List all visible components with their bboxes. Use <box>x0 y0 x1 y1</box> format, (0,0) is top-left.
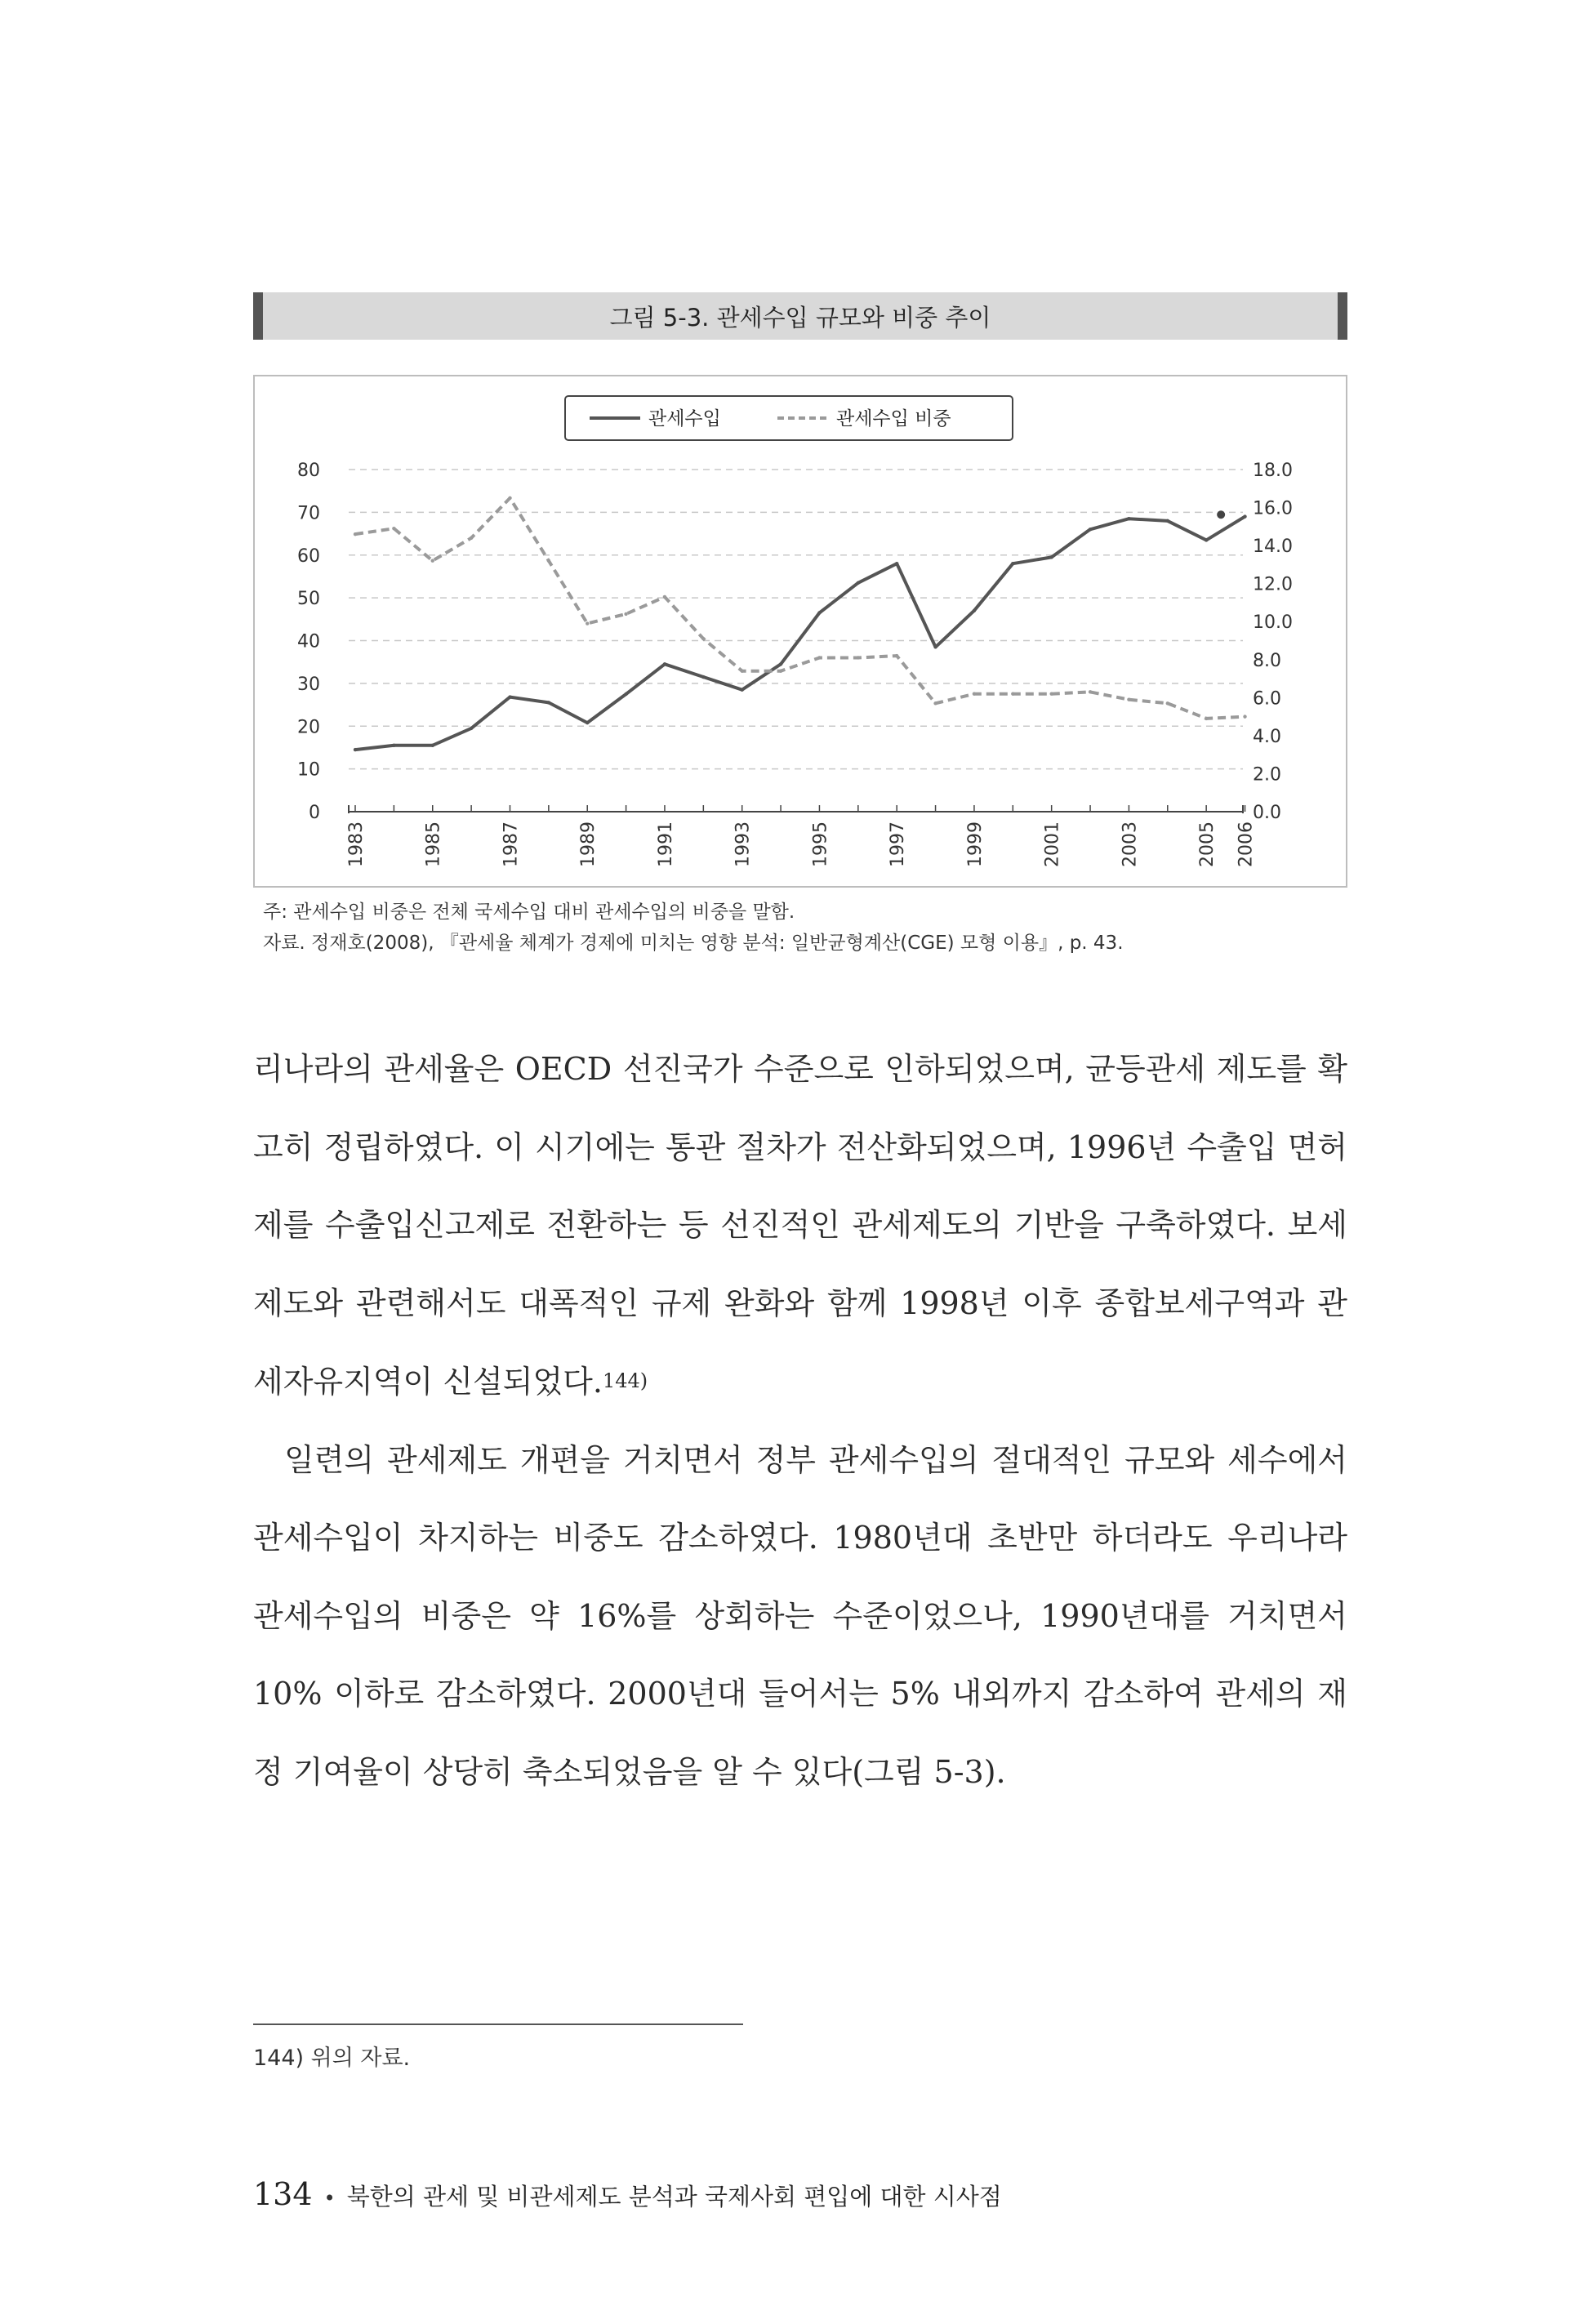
data-point <box>1205 717 1208 720</box>
chart-container <box>253 375 1347 888</box>
data-point <box>547 559 550 563</box>
footnote: 144) 위의 자료. <box>253 2046 411 2071</box>
footnote-reference[interactable]: 144) <box>602 1369 648 1392</box>
x-axis-tick-label: 1997 <box>888 821 909 867</box>
data-point <box>741 670 744 673</box>
right-axis-tick-label: 6.0 <box>1253 688 1281 710</box>
right-axis-tick-label: 4.0 <box>1253 726 1281 747</box>
left-axis-tick-label: 30 <box>297 674 320 695</box>
right-axis-tick-label: 8.0 <box>1253 650 1281 671</box>
data-point <box>624 612 627 616</box>
data-point <box>470 727 473 730</box>
data-point <box>1011 692 1014 695</box>
legend-label-share: 관세수입 비중 <box>836 408 951 430</box>
data-point <box>508 695 511 698</box>
page-number: 134 <box>253 2176 313 2212</box>
data-point <box>933 701 937 705</box>
figure-note: 주: 관세수입 비중은 전체 국세수입 대비 관세수입의 비중을 말함. <box>263 902 795 923</box>
footer-title: 북한의 관세 및 비관세제도 분석과 국제사회 편입에 대한 시사점 <box>346 2183 1002 2210</box>
x-axis-tick-label: 2006 <box>1236 821 1257 867</box>
data-point <box>701 637 705 640</box>
series-line-share <box>355 498 1245 719</box>
footer-separator: • <box>323 2187 336 2210</box>
right-axis-tick-label: 16.0 <box>1253 498 1293 519</box>
x-axis-tick-label: 1987 <box>501 821 522 867</box>
footnote-divider <box>253 2023 743 2025</box>
right-axis-tick-label: 0.0 <box>1253 803 1281 823</box>
data-point <box>663 662 666 666</box>
data-point <box>354 532 357 536</box>
data-point <box>1243 514 1246 518</box>
x-axis-tick-label: 2005 <box>1197 821 1218 867</box>
right-axis-tick-label: 2.0 <box>1253 764 1281 786</box>
left-axis-tick-label: 80 <box>297 461 320 481</box>
data-point <box>431 559 434 563</box>
figure-title-text: 그림 5-3. 관세수입 규모와 비중 추이 <box>609 303 991 332</box>
x-axis-tick-label: 1999 <box>964 821 986 867</box>
data-point <box>1049 555 1053 559</box>
left-axis-tick-label: 70 <box>297 503 320 524</box>
x-axis-tick-label: 1989 <box>578 821 599 867</box>
data-point <box>741 688 744 692</box>
data-point <box>586 621 589 625</box>
data-point <box>857 656 860 659</box>
left-axis-tick-label: 60 <box>297 545 320 567</box>
x-axis-tick-label: 1995 <box>810 821 831 867</box>
data-point <box>933 645 937 648</box>
data-point <box>624 692 627 696</box>
data-point <box>973 609 976 612</box>
left-axis-tick-label: 20 <box>297 717 320 738</box>
figure-source: 자료. 정재호(2008), 『관세율 체계가 경제에 미치는 영향 분석: 일반균형계산(CGE) 모형 이용』, p. 43. <box>263 933 1124 954</box>
data-point <box>817 611 821 614</box>
data-point <box>817 656 821 659</box>
data-point <box>1243 715 1246 718</box>
series-line-revenue <box>355 517 1245 750</box>
paragraph-1-text: 리나라의 관세율은 OECD 선진국가 수준으로 인하되었으며, 균등관세 제도를 확고히 정립하였다. 이 시기에는 통관 절차가 전산화되었으며, 1996년 수출입 면허제를 수출입신고제로 전환하는 등 선진적인 관세제도의 기반을 구축하였다. 보세제도와 관련해서도 대폭적인 규제 완화와 함께 1998년 이후 종합보세구역과 관세자유지역이 신설되었다. <box>253 1051 1347 1400</box>
figure-notes <box>263 897 1341 959</box>
data-point <box>663 595 666 599</box>
x-axis-tick-label: 2003 <box>1120 821 1141 867</box>
data-point <box>1089 690 1092 693</box>
left-axis-tick-label: 50 <box>297 589 320 610</box>
left-axis-tick-label: 40 <box>297 631 320 652</box>
data-point <box>1127 697 1130 701</box>
x-axis-tick-label: 1985 <box>423 821 444 867</box>
left-axis-tick-label: 0 <box>309 803 320 823</box>
data-point <box>779 670 782 673</box>
x-axis-tick-label: 2001 <box>1042 821 1063 867</box>
x-axis-tick-label: 1993 <box>733 821 754 867</box>
paragraph-2: 일련의 관세제도 개편을 거치면서 정부 관세수입의 절대적인 규모와 세수에서 관세수입이 차지하는 비중도 감소하였다. 1980년대 초반만 하더라도 우리나라 관세수입의 비중은 약 16%를 상회하는 수준이었으나, 1990년대를 거치면서 10% 이하로 감소하였다. 2000년대 들어서는 5% 내외까지 감소하여 관세의 재정 기여율이 상당히 축소되었음을 알 수 있다(그림 5-3). <box>253 1441 1347 1790</box>
data-point <box>1205 538 1208 541</box>
data-point <box>701 675 705 679</box>
data-point <box>1127 517 1130 520</box>
data-point <box>547 701 550 704</box>
data-point <box>1011 562 1014 565</box>
data-point <box>470 536 473 540</box>
data-point <box>392 744 395 747</box>
running-footer <box>253 2176 1002 2212</box>
x-axis-tick-label: 1991 <box>655 821 676 867</box>
data-point <box>1166 519 1169 523</box>
right-axis-tick-label: 18.0 <box>1253 461 1293 481</box>
legend-label-revenue: 관세수입 <box>648 408 721 430</box>
data-point <box>973 692 976 695</box>
data-point <box>392 527 395 530</box>
figure-title <box>253 292 1347 340</box>
line-chart <box>255 376 1349 889</box>
data-point <box>508 496 511 500</box>
x-axis-tick-label: 1983 <box>346 821 367 867</box>
data-point <box>895 562 898 565</box>
data-point <box>1049 692 1053 695</box>
right-axis-tick-label: 10.0 <box>1253 612 1293 634</box>
body-text <box>253 1031 1347 1811</box>
data-point <box>857 581 860 585</box>
data-point <box>1166 701 1169 705</box>
right-axis-tick-label: 14.0 <box>1253 536 1293 558</box>
annotation-dot <box>1217 510 1225 519</box>
paragraph-1 <box>253 1031 1347 1422</box>
data-point <box>895 654 898 657</box>
data-point <box>1089 528 1092 531</box>
data-point <box>779 662 782 666</box>
left-axis-tick-label: 10 <box>297 759 320 781</box>
data-point <box>586 721 589 724</box>
data-point <box>354 748 357 751</box>
data-point <box>431 744 434 747</box>
right-axis-tick-label: 12.0 <box>1253 574 1293 595</box>
